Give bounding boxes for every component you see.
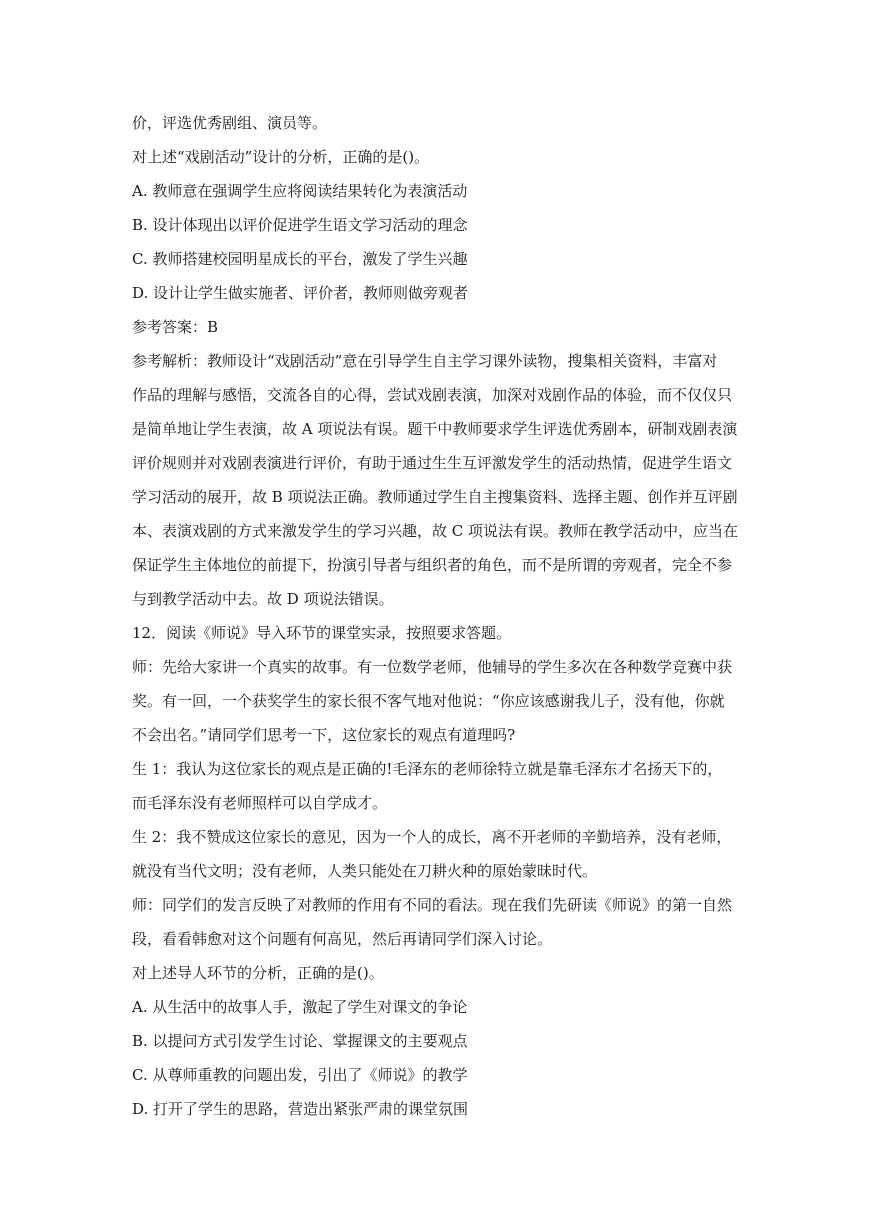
q11-analysis-line: 学习活动的展开，故 B 项说法正确。教师通过学生自主搜集资料、选择主题、创作并互评剧 bbox=[132, 488, 738, 506]
q11-analysis-line: 作品的理解与感悟，交流各自的心得，尝试戏剧表演，加深对戏剧作品的体验，而不仅仅只 bbox=[132, 386, 733, 404]
q12-stem: 对上述导人环节的分析，正确的是()。 bbox=[132, 964, 384, 982]
q12-teacher2-line: 段，看看韩愈对这个问题有何高见，然后再请同学们深入讨论。 bbox=[132, 930, 553, 948]
q12-student2-line: 生 2：我不赞成这位家长的意见，因为一个人的成长，离不开老师的辛勤培养，没有老师， bbox=[132, 828, 732, 846]
q12-teacher-line: 师：先给大家讲一个真实的故事。有一位数学老师，他辅导的学生多次在各种数学竞赛中获 bbox=[132, 658, 733, 676]
q11-option-b: B. 设计体现出以评价促进学生语文学习活动的理念 bbox=[132, 216, 468, 234]
q11-option-d: D. 设计让学生做实施者、评价者，教师则做旁观者 bbox=[132, 284, 469, 302]
q11-option-a: A. 教师意在强调学生应将阅读结果转化为表演活动 bbox=[132, 182, 468, 200]
q11-stem: 对上述“戏剧活动”设计的分析，正确的是()。 bbox=[132, 148, 430, 166]
q11-analysis-line: 与到教学活动中去。故 D 项说法错误。 bbox=[132, 590, 394, 608]
q12-teacher2-line: 师：同学们的发言反映了对教师的作用有不同的看法。现在我们先研读《师说》的第一自然 bbox=[132, 896, 733, 914]
q12-student1-line: 而毛泽东没有老师照样可以自学成才。 bbox=[132, 794, 388, 812]
q11-option-c: C. 教师搭建校园明星成长的平台，激发了学生兴趣 bbox=[132, 250, 468, 268]
q12-option-d: D. 打开了学生的思路，营造出紧张严肃的课堂氛围 bbox=[132, 1100, 469, 1118]
q11-analysis-line: 本、表演戏剧的方式来激发学生的学习兴趣，故 C 项说法有误。教师在教学活动中，应当在 bbox=[132, 522, 739, 540]
q11-analysis-line: 保证学生主体地位的前提下，扮演引导者与组织者的角色，而不是所谓的旁观者，完全不参 bbox=[132, 556, 733, 574]
document-page bbox=[132, 106, 744, 1126]
q12-teacher-line: 奖。有一回，一个获奖学生的家长很不客气地对他说：“你应该感谢我儿子，没有他，你就 bbox=[132, 692, 725, 710]
q12-teacher-line: 不会出名。”请同学们思考一下，这位家长的观点有道理吗? bbox=[132, 726, 516, 744]
q11-analysis-line: 参考解析：教师设计“戏剧活动”意在引导学生自主学习课外读物，搜集相关资料，丰富对 bbox=[132, 352, 718, 370]
q11-answer: 参考答案：B bbox=[132, 318, 219, 336]
q12-title: 12．阅读《师说》导入环节的课堂实录，按照要求答题。 bbox=[132, 624, 512, 642]
q12-student1-line: 生 1：我认为这位家长的观点是正确的!毛泽东的老师徐特立就是靠毛泽东才名扬天下的， bbox=[132, 760, 723, 778]
q12-option-a: A. 从生活中的故事人手，激起了学生对课文的争论 bbox=[132, 998, 468, 1016]
q11-analysis-line: 评价规则并对戏剧表演进行评价，有助于通过生生互评激发学生的活动热情，促进学生语文 bbox=[132, 454, 733, 472]
q11-analysis-line: 是简单地让学生表演，故 A 项说法有误。题干中教师要求学生评选优秀剧本，研制戏剧表演 bbox=[132, 420, 738, 438]
q12-option-b: B. 以提问方式引发学生讨论、掌握课文的主要观点 bbox=[132, 1032, 468, 1050]
q11-intro-tail: 价，评选优秀剧组、演员等。 bbox=[132, 114, 328, 132]
q12-option-c: C. 从尊师重教的问题出发，引出了《师说》的教学 bbox=[132, 1066, 468, 1084]
q12-student2-line: 就没有当代文明；没有老师，人类只能处在刀耕火种的原始蒙昧时代。 bbox=[132, 862, 598, 880]
